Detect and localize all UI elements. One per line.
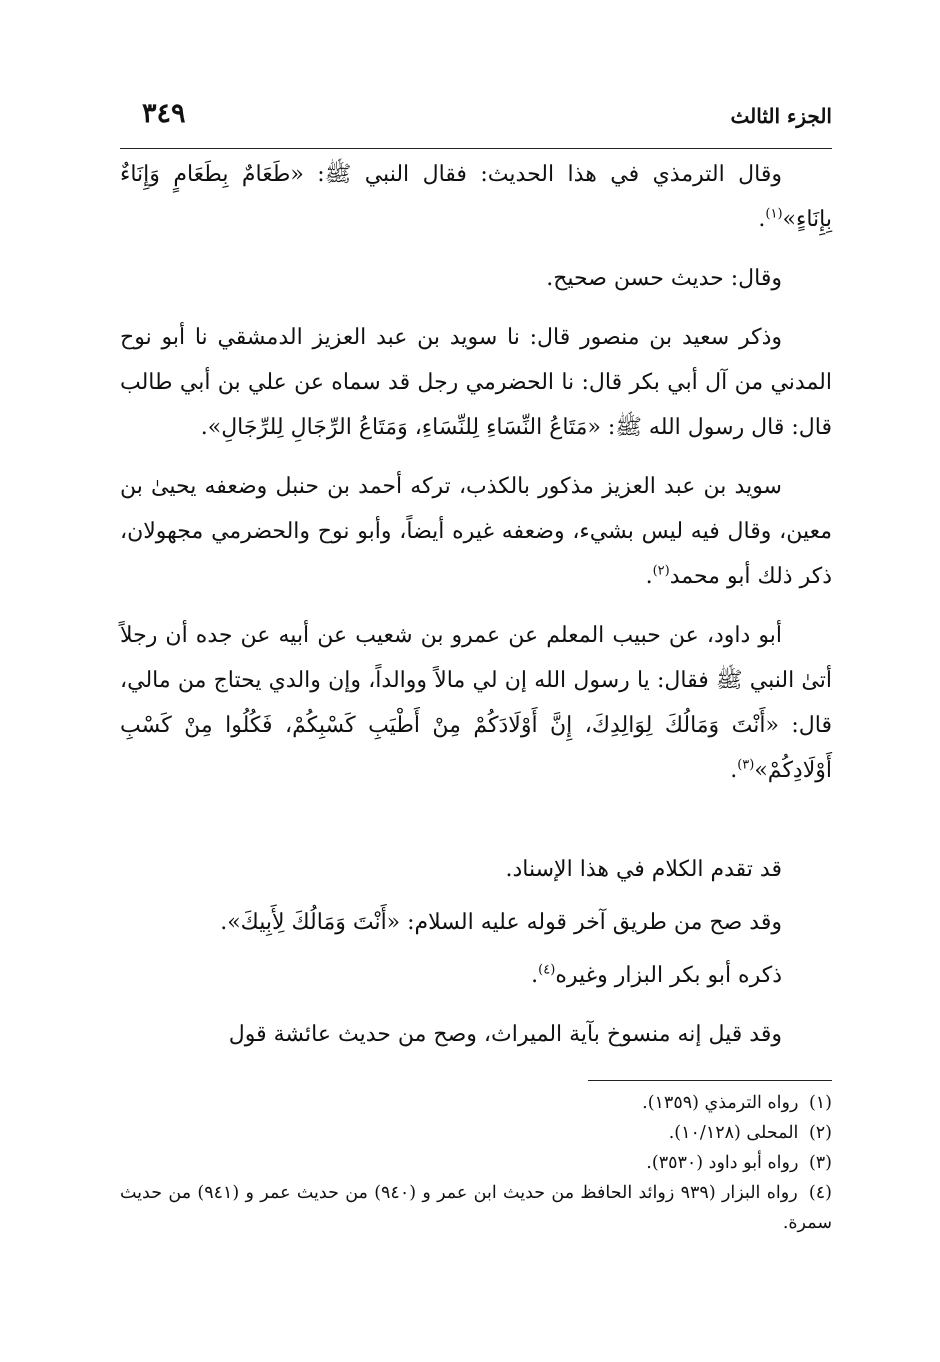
footnote-text: رواه البزار (٩٣٩ زوائد الحافظ من حديث ابن عمر و (٩٤٠) من حديث عمر و (٩٤١) من حديث سمرة. bbox=[120, 1183, 832, 1233]
paragraph bbox=[120, 1012, 832, 1057]
footnote-text: رواه أبو داود (٣٥٣٠). bbox=[646, 1153, 799, 1173]
header-rule bbox=[120, 148, 832, 149]
footnote-number: (٣) bbox=[808, 1153, 832, 1173]
paragraph-text: وقد قيل إنه منسوخ بآية الميراث، وصح من حديث عائشة قول bbox=[228, 1022, 782, 1047]
paragraph bbox=[120, 847, 832, 892]
paragraph bbox=[120, 464, 832, 599]
paragraph-end: . bbox=[531, 963, 539, 988]
paragraph bbox=[120, 900, 832, 945]
footnote-ref[interactable]: (٢) bbox=[652, 563, 670, 579]
paragraph-text: وذكر سعيد بن منصور قال: نا سويد بن عبد العزيز الدمشقي نا أبو نوح المدني من آل أبي بكر قال: نا الحضرمي رجل قد سماه عن علي بن أبي طالب قال: قال رسول الله ﷺ: «مَتَاعُ النِّسَاءِ لِلنِّسَاءِ، وَمَتَاعُ الرِّجَالِ لِلرِّجَالِ». bbox=[120, 325, 832, 440]
paragraph bbox=[120, 256, 832, 301]
footnote-text: رواه الترمذي (١٣٥٩). bbox=[642, 1093, 799, 1113]
paragraph-text: سويد بن عبد العزيز مذكور بالكذب، تركه أحمد بن حنبل وضعفه يحيىٰ بن معين، وقال فيه ليس بشيء، وضعفه غيره أيضاً، وأبو نوح والحضرمي مجهولان، ذكر ذلك أبو محمد bbox=[120, 474, 832, 589]
footnotes bbox=[120, 1088, 832, 1238]
paragraph-text: أبو داود، عن حبيب المعلم عن عمرو بن شعيب عن أبيه عن جده أن رجلاً أتىٰ النبي ﷺ فقال: يا رسول الله إن لي مالاً ووالداً، وإن والدي يحتاج من مالي، قال: «أَنْتَ وَمَالُكَ لِوَالِدِكَ، إِنَّ أَوْلَادَكُمْ مِنْ أَطْيَبِ كَسْبِكُمْ، فَكُلُوا مِنْ كَسْبِ أَوْلَادِكُمْ» bbox=[120, 623, 832, 783]
footnote bbox=[120, 1118, 832, 1148]
footnote-number: (١) bbox=[808, 1093, 832, 1113]
paragraph-end: . bbox=[758, 207, 766, 232]
paragraph bbox=[120, 315, 832, 450]
paragraph-end: . bbox=[730, 758, 738, 783]
footnote-number: (٤) bbox=[808, 1183, 832, 1203]
paragraph-text: وقد صح من طريق آخر قوله عليه السلام: «أَنْتَ وَمَالُكَ لِأَبِيكَ». bbox=[220, 910, 782, 935]
footnote bbox=[120, 1178, 832, 1238]
paragraph bbox=[120, 953, 832, 998]
footnote-rule bbox=[588, 1080, 832, 1081]
footnote-ref[interactable]: (٣) bbox=[737, 757, 755, 773]
page-number: ٣٤٩ bbox=[142, 98, 186, 129]
paragraph-text: وقال الترمذي في هذا الحديث: فقال النبي ﷺ: «طَعَامٌ بِطَعَامٍ وَإِنَاءٌ بِإِنَاءٍ» bbox=[120, 162, 832, 232]
main-text bbox=[120, 152, 832, 1071]
footnote-text: المحلى (١٠/١٢٨). bbox=[668, 1123, 799, 1143]
footnote-ref[interactable]: (٤) bbox=[538, 962, 556, 978]
part-title: الجزء الثالث bbox=[730, 104, 832, 128]
footnote bbox=[120, 1088, 832, 1118]
paragraph bbox=[120, 152, 832, 242]
footnote-number: (٢) bbox=[808, 1123, 832, 1143]
paragraph-text: ذكره أبو بكر البزار وغيره bbox=[555, 963, 782, 988]
paragraph-text: قد تقدم الكلام في هذا الإسناد. bbox=[505, 857, 782, 882]
paragraph-text: وقال: حديث حسن صحيح. bbox=[546, 266, 782, 291]
running-header bbox=[120, 98, 832, 148]
paragraph-end: . bbox=[645, 564, 653, 589]
paragraph bbox=[120, 613, 832, 793]
footnote bbox=[120, 1148, 832, 1178]
footnote-ref[interactable]: (١) bbox=[765, 206, 783, 222]
